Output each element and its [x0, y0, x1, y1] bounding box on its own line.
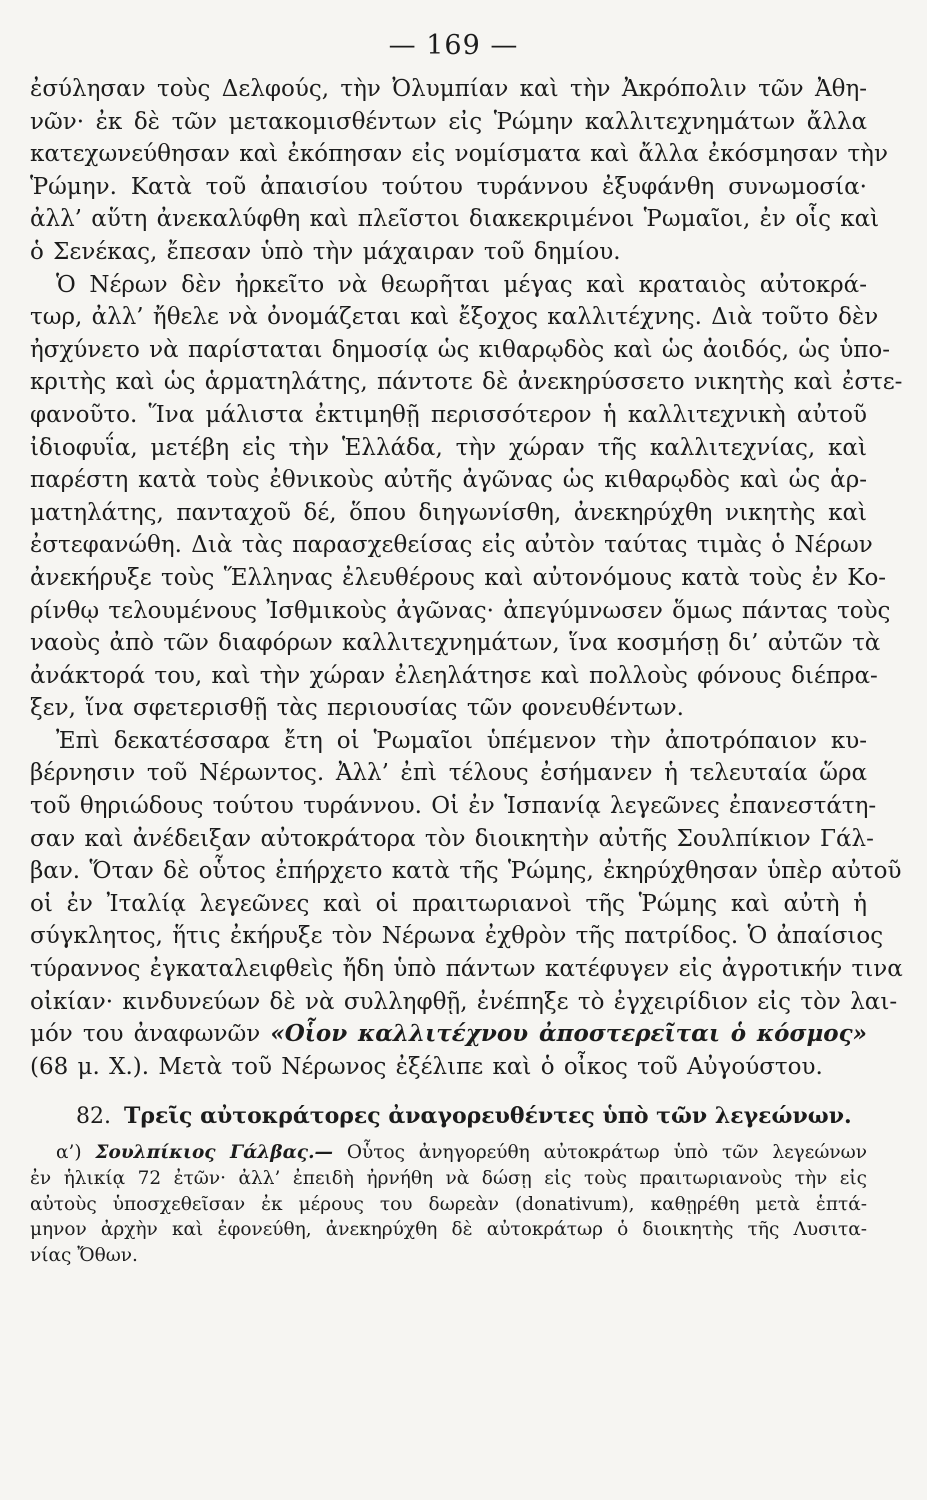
subsection-label: α’)	[56, 1142, 82, 1164]
text-line: κριτὴς καὶ ὡς ἁρματηλάτης, πάντοτε δὲ ἀνεκηρύσσετο νικητὴς καὶ ἐστε-	[30, 369, 903, 396]
nero-quote: «Οἷον καλλιτέχνου ἀποστερεῖται ὁ κόσμος»	[270, 1020, 868, 1048]
text-line: ναοὺς ἀπὸ τῶν διαφόρων καλλιτεχνημάτων, ἵνα κοσμήσῃ δι’ αὐτῶν τὰ	[30, 630, 881, 657]
text-line: Ὁ Νέρων δὲν ἠρκεῖτο νὰ θεωρῆται μέγας καὶ κραταιὸς αὐτοκρά-	[56, 271, 867, 298]
text-line: σαν καὶ ἀνέδειξαν αὐτοκράτορα τὸν διοικητὴν αὐτῆς Σουλπίκιον Γάλ-	[30, 825, 874, 852]
text-line: ρίνθῳ τελουμένους Ἰσθμικοὺς ἀγῶνας· ἀπεγύμνωσεν ὅμως πάντας τοὺς	[30, 597, 891, 624]
text-line: οἱ ἐν Ἰταλίᾳ λεγεῶνες καὶ οἱ πραιτωριανοὶ τῆς Ῥώμης καὶ αὐτὴ ἡ	[30, 890, 867, 917]
text-line: Ἐπὶ δεκατέσσαρα ἔτη οἱ Ῥωμαῖοι ὑπέμενον τὴν ἀποτρόπαιον κυ-	[56, 727, 867, 754]
text-line: τοῦ θηριώδους τούτου τυράννου. Οἱ ἐν Ἱσπανίᾳ λεγεῶνες ἐπανεστάτη-	[30, 793, 877, 820]
paragraph-2	[30, 269, 903, 725]
text-line: ἀλλ’ αὕτη ἀνεκαλύφθη καὶ πλεῖστοι διακεκριμένοι Ῥωμαῖοι, ἐν οἷς καὶ	[30, 206, 880, 233]
paragraph-1	[30, 73, 888, 269]
text-line: ματηλάτης, πανταχοῦ δέ, ὅπου διηγωνίσθη, ἀνεκηρύχθη νικητὴς καὶ	[30, 499, 867, 526]
text-line: ἰδιοφυΐα, μετέβη εἰς τὴν Ἑλλάδα, τὴν χώραν τῆς καλλιτεχνίας, καὶ	[30, 434, 867, 461]
text-line: βέρνησιν τοῦ Νέρωντος. Ἀλλ’ ἐπὶ τέλους ἐσήμανεν ἡ τελευταία ὥρα	[30, 760, 867, 787]
text-line: βαν. Ὅταν δὲ οὗτος ἐπήρχετο κατὰ τῆς Ῥώμης, ἐκηρύχθησαν ὑπὲρ αὐτοῦ	[30, 858, 902, 885]
paragraph-3	[30, 725, 903, 1084]
text-line: Ῥώμην. Κατὰ τοῦ ἀπαισίου τούτου τυράννου ἐξυφάνθη συνωμοσία·	[30, 173, 867, 200]
text-line: σύγκλητος, ἥτις ἐκήρυξε τὸν Νέρωνα ἐχθρὸν τῆς πατρίδος. Ὁ ἀπαίσιος	[30, 923, 884, 950]
text-line: ἠσχύνετο νὰ παρίσταται δημοσίᾳ ὡς κιθαρῳδὸς καὶ ὡς ἀοιδός, ὡς ὑπο-	[30, 336, 891, 363]
text-line: οἰκίαν· κινδυνεύων δὲ νὰ συλληφθῇ, ἐνέπηξε τὸ ἐγχειρίδιον εἰς τὸν λαι-	[30, 988, 898, 1015]
text-line-with-quote	[30, 1018, 867, 1051]
text-line: ἐν ἡλικίᾳ 72 ἐτῶν· ἀλλ’ ἐπειδὴ ἠρνήθη νὰ δώσῃ εἰς τοὺς πραιτωριανοὺς τὴν εἰς	[30, 1168, 867, 1189]
subsection-first-line-rest: Οὗτος ἀνηγορεύθη αὐτοκράτωρ ὑπὸ τῶν λεγεώνων	[346, 1142, 867, 1164]
text-line: ἀνεκήρυξε τοὺς Ἕλληνας ἐλευθέρους καὶ αὐτονόμους κατὰ τοὺς ἐν Κο-	[30, 564, 887, 591]
subsection-first-line	[30, 1140, 867, 1166]
section-title: Τρεῖς αὐτοκράτορες ἀναγορευθέντες ὑπὸ τῶν λεγεώνων.	[124, 1103, 852, 1130]
section-heading	[30, 1101, 867, 1132]
text-line: τύραννος ἐγκαταλειφθεὶς ἤδη ὑπὸ πάντων κατέφυγεν εἰς ἀγροτικήν τινα	[30, 956, 903, 983]
text-line: ὁ Σενέκας, ἔπεσαν ὑπὸ τὴν μάχαιραν τοῦ δημίου.	[30, 238, 621, 265]
text-line: (68 μ. Χ.). Μετὰ τοῦ Νέρωνος ἐξέλιπε καὶ ὁ οἶκος τοῦ Αὐγούστου.	[30, 1053, 823, 1080]
page-number: — 169 —	[388, 30, 519, 61]
text-line: τωρ, ἀλλ’ ἤθελε νὰ ὀνομάζεται καὶ ἔξοχος καλλιτέχνης. Διὰ τοῦτο δὲν	[30, 304, 879, 331]
text-line: φανοῦτο. Ἵνα μάλιστα ἐκτιμηθῇ περισσότερον ἡ καλλιτεχνικὴ αὐτοῦ	[30, 401, 867, 428]
text-line: νῶν· ἐκ δὲ τῶν μετακομισθέντων εἰς Ῥώμην καλλιτεχνημάτων ἄλλα	[30, 108, 867, 135]
text-line: νίας Ὄθων.	[30, 1244, 138, 1266]
main-text	[30, 73, 903, 1083]
text-line: αὐτοὺς ὑποσχεθεῖσαν ἐκ μέρους του δωρεὰν (donativum), καθῃρέθη μετὰ ἑπτά-	[30, 1193, 867, 1215]
section-number: 82.	[76, 1104, 111, 1130]
subsection-name: Σουλπίκιος Γάλβας.—	[95, 1142, 334, 1164]
text-line: ἐστεφανώθη. Διὰ τὰς παρασχεθείσας εἰς αὐτὸν ταύτας τιμὰς ὁ Νέρων	[30, 532, 873, 559]
quote-prefix: μόν του ἀναφωνῶν	[30, 1021, 261, 1048]
text-line: ἐσύλησαν τοὺς Δελφούς, τὴν Ὀλυμπίαν καὶ τὴν Ἀκρόπολιν τῶν Ἀθη-	[30, 76, 867, 102]
text-line: ξεν, ἵνα σφετερισθῇ τὰς περιουσίας τῶν φονευθέντων.	[30, 695, 684, 722]
text-line: κατεχωνεύθησαν καὶ ἐκόπησαν εἰς νομίσματα καὶ ἄλλα ἐκόσμησαν τὴν	[30, 141, 888, 168]
text-line: παρέστη κατὰ τοὺς ἐθνικοὺς αὐτῆς ἀγῶνας ὡς κιθαρῳδὸς καὶ ὡς ἁρ-	[30, 467, 867, 494]
text-line: ἀνάκτορά του, καὶ τὴν χώραν ἐλεηλάτησε καὶ πολλοὺς φόνους διέπρα-	[30, 662, 878, 689]
text-line: μηνον ἀρχὴν καὶ ἐφονεύθη, ἀνεκηρύχθη δὲ αὐτοκράτωρ ὁ διοικητὴς τῆς Λυσιτα-	[30, 1219, 867, 1241]
subsection-galba	[30, 1140, 867, 1268]
